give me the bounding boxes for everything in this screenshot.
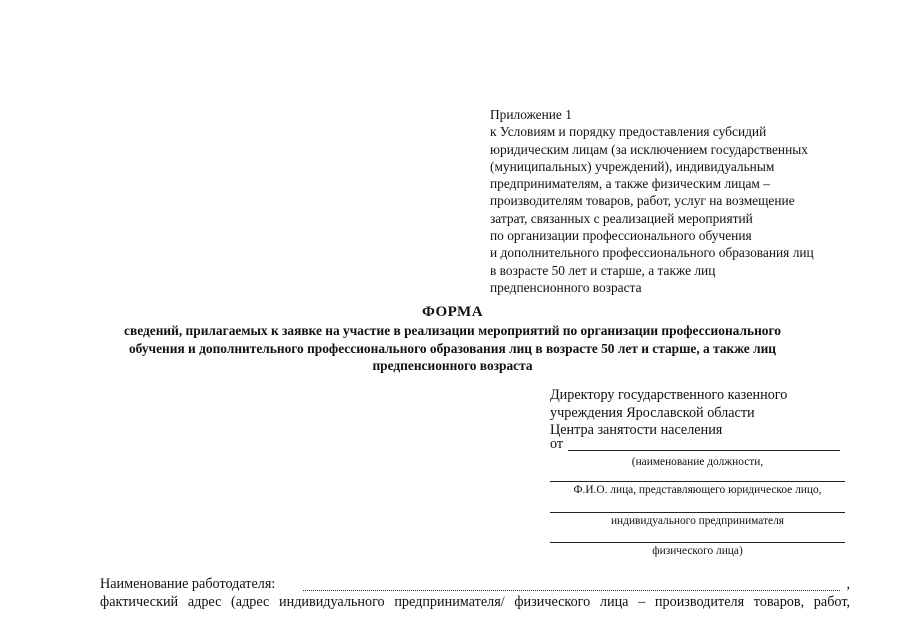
individual-underline bbox=[550, 542, 845, 543]
form-subtitle bbox=[40, 322, 865, 375]
name-field[interactable] bbox=[550, 481, 845, 497]
form-subtitle-line: сведений, прилагаемых к заявке на участие в реализации мероприятий по организации профессионального bbox=[124, 323, 781, 338]
employer-field[interactable] bbox=[100, 576, 850, 594]
appendix-line: затрат, связанных с реализацией мероприятий bbox=[490, 210, 753, 226]
entrepreneur-underline bbox=[550, 512, 845, 513]
appendix-line: предпенсионного возраста bbox=[490, 279, 642, 295]
form-subtitle-line: обучения и дополнительного профессионального образования лиц в возрасте 50 лет и старше, а также лиц bbox=[128, 340, 777, 356]
name-caption: Ф.И.О. лица, представляющего юридическое лицо, bbox=[573, 484, 822, 496]
name-underline bbox=[550, 481, 845, 482]
appendix-line: Приложение 1 bbox=[490, 107, 572, 122]
individual-caption: физического лица) bbox=[652, 545, 743, 557]
from-label: от bbox=[550, 436, 564, 452]
entrepreneur-field[interactable] bbox=[550, 512, 845, 528]
employer-dotted-line bbox=[303, 590, 840, 591]
position-caption: (наименование должности, bbox=[631, 456, 764, 468]
appendix-block bbox=[490, 106, 814, 296]
appendix-line: и дополнительного профессионального образования лиц bbox=[490, 245, 814, 261]
appendix-line: производителям товаров, работ, услуг на возмещение bbox=[490, 193, 795, 209]
from-field[interactable] bbox=[550, 436, 845, 454]
appendix-line: в возрасте 50 лет и старше, а также лиц bbox=[490, 262, 716, 278]
addressee-line: Директору государственного казенного bbox=[550, 387, 788, 403]
addressee-line: учреждения Ярославской области bbox=[550, 404, 755, 421]
appendix-line: (муниципальных) учреждений), индивидуальным bbox=[490, 158, 775, 174]
entrepreneur-caption: индивидуального предпринимателя bbox=[610, 515, 785, 527]
individual-field[interactable] bbox=[550, 542, 845, 558]
address-text: фактический адрес (адрес индивидуального предпринимателя/ физического лица – производителя товаров, работ, bbox=[100, 594, 850, 610]
form-title: ФОРМА bbox=[421, 304, 484, 320]
form-subtitle-line: предпенсионного возраста bbox=[372, 358, 533, 373]
addressee-line: Центра занятости населения bbox=[550, 422, 723, 438]
appendix-line: по организации профессионального обучения bbox=[490, 228, 752, 244]
from-underline bbox=[568, 450, 840, 451]
addressee-block bbox=[550, 387, 787, 440]
appendix-line: предпринимателям, а также физическим лицам – bbox=[490, 176, 770, 192]
employer-comma: , bbox=[846, 576, 850, 592]
employer-label: Наименование работодателя: bbox=[100, 576, 276, 592]
appendix-line: к Условиям и порядку предоставления субсидий bbox=[490, 124, 767, 140]
appendix-line: юридическим лицам (за исключением государственных bbox=[490, 141, 808, 157]
